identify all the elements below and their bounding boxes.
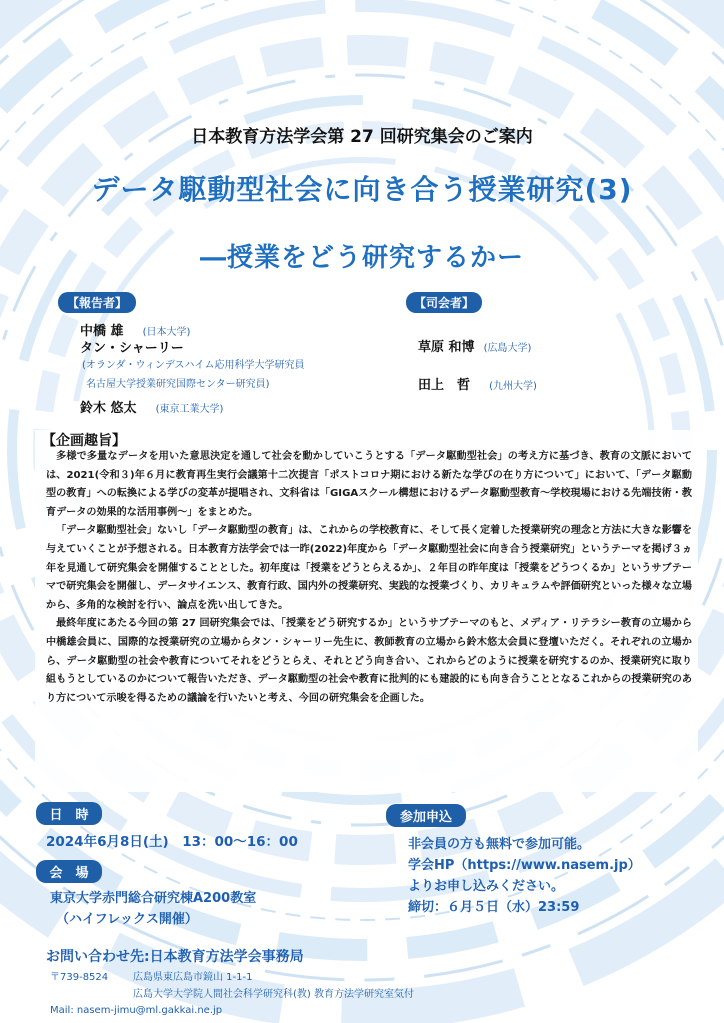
reporter-affiliation: (東京工業大学) (155, 404, 224, 415)
purpose-paragraph: 多様で多量なデータを用いた意思決定を通して社会を動かしていこうとする「データ駆動型社会」の考え方に基づき、教育の文脈においては、2021(令和３)年６月に教育再生実行会議第十二次提言「ポストコロナ期における新たな学びの在り方について」において、「データ駆動型の教育」への転換による学びの変革が提唱され、文科省は「GIGAスクール構想におけるデータ駆動型教育～学校現場における先端技術・教育データの効果的な活用事例～」をまとめた。 (46, 451, 692, 518)
reporter-name: 中橋 雄 (80, 324, 124, 339)
reporter-name: 鈴木 悠太 (80, 401, 137, 416)
registration-line: 学会HP（https://www.nasem.jp） (408, 858, 641, 873)
contact-title: お問い合わせ先:日本教育方法学会事務局 (46, 949, 304, 965)
main-title: データ駆動型社会に向き合う授業研究(3) (91, 173, 633, 206)
moderator-name: 田上 哲 (418, 378, 471, 393)
venue-line: （ハイフレックス開催） (56, 912, 198, 927)
purpose-paragraph: 最終年度にあたる今回の第 27 回研究集会では、「授業をどう研究するか」というサブテーマのもと、メディア・リテラシー教育の立場から中橋雄会員に、国際的な授業研究の立場からタン・シャーリー先生に、教師教育の立場から鈴木悠太会員に登壇いただく。それぞれの立場から、データ駆動型の社会や教育についてそれをどうとらえ、それとどう向き合い、これからどのように授業を研究するのか、授業研究に取り組もうとしているのかについて報告いただき、データ駆動型の社会や教育に批判的にも建設的にも向き合うこととなるこれからの授業研究のあり方について示唆を得るための議論を行いたいと考え、今回の研究集会を企画した。 (46, 618, 692, 704)
datetime-label: 日 時 (36, 802, 102, 825)
registration-label: 参加申込 (386, 804, 466, 827)
contact-postal: 〒739-8524 (50, 972, 109, 983)
reporter-affiliation: (日本大学) (142, 327, 191, 338)
reporter-3 (80, 397, 223, 416)
registration-line: 非会員の方も無料で参加可能。 (408, 837, 591, 852)
contact-address-line: 広島県東広島市鏡山 1-1-1 (133, 972, 253, 983)
reporter-affiliation-line: 名古屋大学授業研究国際センター研究員) (86, 379, 270, 390)
purpose-paragraph: 「データ駆動型社会」ないし「データ駆動型の教育」は、これからの学校教育に、そして長く定着した授業研究の理念と方法に大きな影響を与えていくことが予想される。日本教育方法学会では一昨(2022)年度から「データ駆動型社会に向き合う授業研究」というテーマを掲げ３ヵ年を見通して研究集会を開催することとした。初年度は「授業をどうとらえるか」、２年目の昨年度は「授業をどうつくるか」というサブテーマで研究集会を開催し、データサイエンス、教育行政、国内外の授業研究、実践的な授業づくり、カリキュラムや評価研究といった様々な立場から、多角的な検討を行い、論点を洗い出してきた。 (46, 525, 692, 611)
venue-line: 東京大学赤門総合研究棟A200教室 (50, 891, 257, 906)
contact-mail: Mail: nasem-jimu@ml.gakkai.ne.jp (50, 1005, 223, 1016)
moderators-label: 【司会者】 (406, 292, 482, 313)
venue-label: 会 場 (36, 860, 102, 883)
moderator-affiliation: (九州大学) (489, 381, 537, 392)
announcement-heading: 日本教育方法学会第 27 回研究集会のご案内 (191, 127, 533, 147)
reporter-name: タン・シャーリー (80, 341, 184, 356)
sub-title: ―授業をどう研究するかー (199, 243, 524, 273)
registration-line: よりお申し込みください。 (408, 879, 565, 894)
datetime-value: 2024年6月8日(土) 13：00～16：00 (46, 834, 298, 850)
moderator-2 (418, 374, 537, 393)
contact-address-line: 広島大学大学院人間社会科学研究科(教) 教育方法学研究室気付 (133, 989, 414, 1000)
reporters-label: 【報告者】 (58, 292, 136, 313)
moderator-affiliation: (広島大学) (483, 343, 532, 354)
moderator-name: 草原 和博 (418, 340, 475, 355)
registration-deadline: 締切：６月５日（水）23:59 (408, 900, 580, 915)
reporter-affiliation-line: (オランダ・ウィンデスハイム応用科学大学研究員 (82, 360, 305, 371)
purpose-body (46, 448, 692, 708)
purpose-heading: 【企画趣旨】 (42, 433, 126, 449)
moderator-1 (418, 336, 531, 355)
